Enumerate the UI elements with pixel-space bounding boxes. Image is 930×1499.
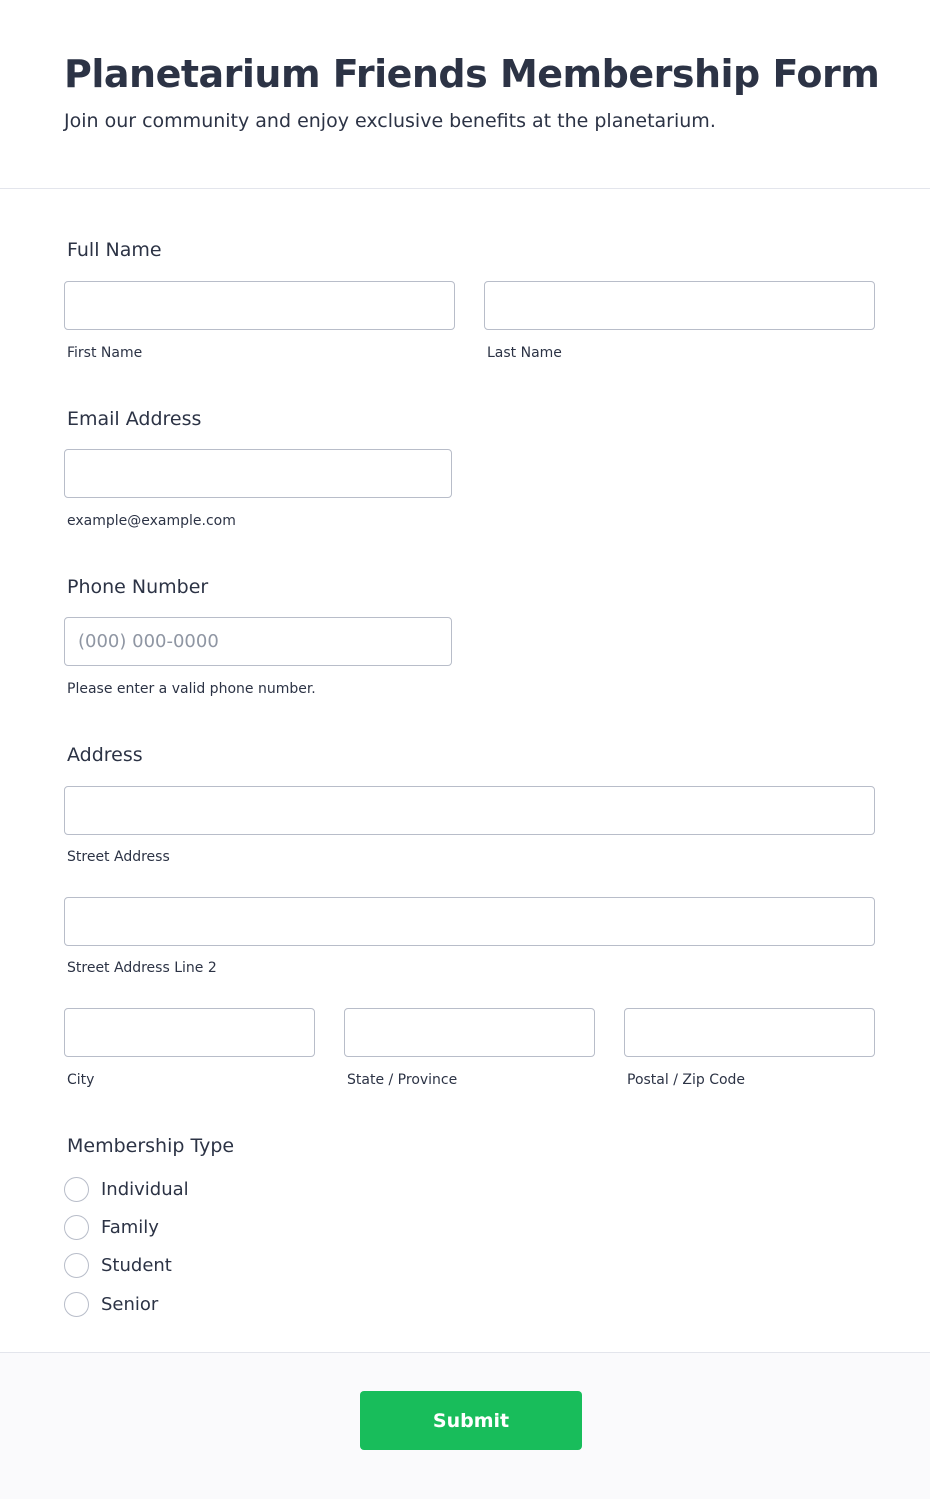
radio-label: Individual	[101, 1178, 189, 1200]
zip-input[interactable]	[624, 1008, 875, 1057]
membership-option-family[interactable]	[64, 1214, 159, 1240]
last-name-input[interactable]	[484, 281, 875, 330]
first-name-sublabel: First Name	[67, 345, 143, 361]
radio-label: Family	[101, 1216, 159, 1238]
state-input[interactable]	[344, 1008, 595, 1057]
radio-button[interactable]	[64, 1292, 89, 1317]
last-name-sublabel: Last Name	[487, 345, 562, 361]
radio-button[interactable]	[64, 1177, 89, 1202]
form-footer	[0, 1352, 930, 1499]
phone-sublabel: Please enter a valid phone number.	[67, 681, 316, 697]
membership-type-label: Membership Type	[67, 1135, 235, 1157]
phone-label: Phone Number	[67, 576, 209, 598]
submit-button[interactable]: Submit	[360, 1391, 582, 1450]
full-name-label: Full Name	[67, 239, 162, 261]
form-title: Planetarium Friends Membership Form	[64, 52, 880, 96]
street-address-line2-input[interactable]	[64, 897, 875, 946]
radio-button[interactable]	[64, 1215, 89, 1240]
city-sublabel: City	[67, 1072, 95, 1088]
membership-option-senior[interactable]	[64, 1291, 158, 1317]
email-input[interactable]	[64, 449, 452, 498]
email-label: Email Address	[67, 408, 202, 430]
city-input[interactable]	[64, 1008, 315, 1057]
street-address-input[interactable]	[64, 786, 875, 835]
form-header	[0, 0, 930, 189]
first-name-input[interactable]	[64, 281, 455, 330]
street-address-sublabel: Street Address	[67, 849, 170, 865]
form-subtitle: Join our community and enjoy exclusive benefits at the planetarium.	[64, 110, 716, 132]
state-sublabel: State / Province	[347, 1072, 458, 1088]
radio-button[interactable]	[64, 1253, 89, 1278]
email-sublabel: example@example.com	[67, 513, 236, 529]
radio-label: Senior	[101, 1293, 159, 1315]
phone-input[interactable]	[64, 617, 452, 666]
address-label: Address	[67, 744, 143, 766]
radio-label: Student	[101, 1254, 172, 1276]
street-address-line2-sublabel: Street Address Line 2	[67, 960, 217, 976]
zip-sublabel: Postal / Zip Code	[627, 1072, 746, 1088]
membership-option-individual[interactable]	[64, 1176, 189, 1202]
membership-option-student[interactable]	[64, 1252, 172, 1278]
